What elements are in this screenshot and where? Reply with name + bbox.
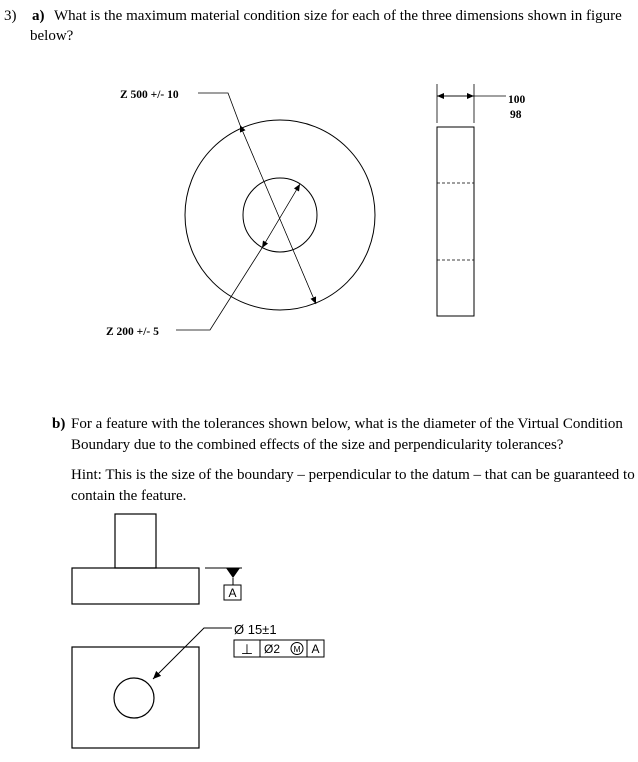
feature-control-frame	[234, 640, 324, 657]
figure-b	[0, 500, 638, 762]
fcf-tolerance: Ø2	[264, 642, 281, 656]
dim-outer-label: Z 500 +/- 10	[120, 89, 179, 101]
outer-leader	[198, 93, 240, 125]
inner-leader	[176, 248, 262, 330]
fcf-datum: A	[311, 642, 320, 656]
datum-triangle	[226, 568, 240, 578]
size-callout: Ø 15±1	[234, 622, 277, 637]
side-view-rect	[437, 127, 474, 316]
inner-circle	[243, 178, 317, 252]
hint-text: Hint: This is the size of the boundary – perpendicular to the datum – that can be guaranteed to contain the feature.	[71, 467, 635, 504]
part-b-label: b)	[52, 416, 66, 432]
dim-inner-label: Z 200 +/- 5	[106, 326, 159, 338]
question-number: 3)	[4, 8, 17, 24]
thickness-lower-label: 98	[510, 109, 522, 121]
part-a-text-line2: below?	[30, 28, 74, 44]
part-a-label: a)	[32, 8, 45, 24]
perpendicularity-symbol: ⊥	[240, 641, 254, 657]
fcf-modifier: M	[293, 644, 301, 654]
outer-circle	[185, 120, 375, 310]
part-a-text-line1: What is the maximum material condition size for each of the three dimensions shown in figure	[54, 8, 622, 24]
base-front	[72, 568, 199, 604]
pin-front	[115, 514, 156, 568]
plate-top	[72, 647, 199, 748]
part-b-text: For a feature with the tolerances shown below, what is the diameter of the Virtual Condition Boundary due to the combined effects of the size and perpendicularity tolerances?	[71, 416, 623, 453]
thickness-upper-label: 100	[508, 94, 526, 106]
hole-leader	[153, 628, 232, 679]
datum-letter: A	[228, 586, 237, 600]
hole-circle	[114, 678, 154, 718]
